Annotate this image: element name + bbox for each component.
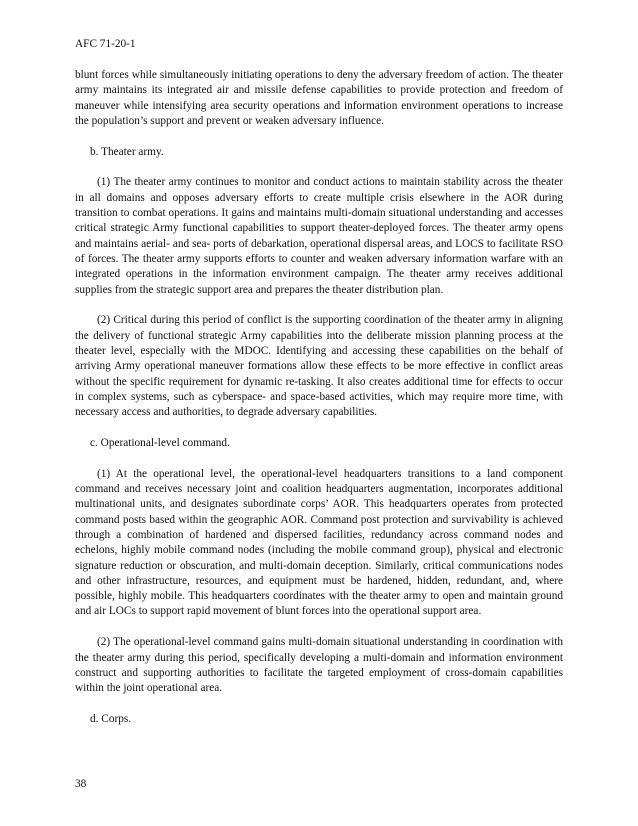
paragraph-c1: (1) At the operational level, the operational-level headquarters transitions to a land component command and receives necessary joint and coalition headquarters augmentation, incorporates additional multinational units, and designates subordinate corps’ AOR. This headquarters operates from protected command posts based within the geographic AOR. Command post protection and survivability is achieved through a combination of hardened and dispersed facilities, redundancy across command nodes and echelons, highly mobile command nodes (including the mobile command group), physical and electronic signature reduction or obscuration, and multi-domain deception. Similarly, critical communications nodes and other infrastructure, resources, and equipment must be hardened, hidden, redundant, and, where possible, highly mobile. This headquarters coordinates with the theater army to open and maintain ground and air LOCs to support rapid movement of blunt forces into the operational support area.	[75, 467, 563, 618]
paragraph-c2: (2) The operational-level command gains multi-domain situational understanding in coordination with the theater army during this period, specifically developing a multi-domain and information environment construct and supporting authorities to facilitate the targeted employment of cross-domain capabilities within the joint operational area.	[75, 636, 563, 695]
section-heading-operational-level-command: c. Operational-level command.	[90, 436, 230, 449]
document-body	[75, 68, 563, 727]
paragraph-continuation: blunt forces while simultaneously initiating operations to deny the adversary freedom of action. The theater army maintains its integrated air and missile defense capabilities to provide protection and freedom of maneuver while intensifying area security operations and information environment operations to increase the population’s support and prevent or weaken adversary influence.	[75, 69, 563, 127]
section-heading-theater-army: b. Theater army.	[90, 145, 164, 158]
document-id-header: AFC 71-20-1	[75, 38, 136, 50]
page-number: 38	[75, 778, 87, 790]
section-heading-corps: d. Corps.	[90, 712, 132, 725]
paragraph-b1: (1) The theater army continues to monitor and conduct actions to maintain stability across the theater in all domains and opposes adversary efforts to create multiple crisis elsewhere in the AOR during transition to combat operations. It gains and maintains multi-domain situational understanding and accesses critical strategic Army functional capabilities to support theater-deployed forces. The theater army opens and maintains aerial- and sea- ports of debarkation, operational dispersal areas, and LOCS to facilitate RSO of forces. The theater army supports efforts to counter and weaken adversary information warfare with an integrated operations in the information environment campaign. The theater army receives additional supplies from the strategic support area and prepares the theater distribution plan.	[75, 176, 563, 296]
paragraph-b2: (2) Critical during this period of conflict is the supporting coordination of the theater army in aligning the delivery of functional strategic Army capabilities into the deliberate mission planning process at the theater level, especially with the MDOC. Identifying and accessing these capabilities on the behalf of arriving Army operational maneuver formations allow these effects to be more effective in conflict areas without the specific requirement for dynamic re-tasking. It also creates additional time for effects to occur in complex systems, such as cyberspace- and space-based activities, which may require more time, with necessary access and authorities, to degrade adversary capabilities.	[75, 314, 563, 419]
